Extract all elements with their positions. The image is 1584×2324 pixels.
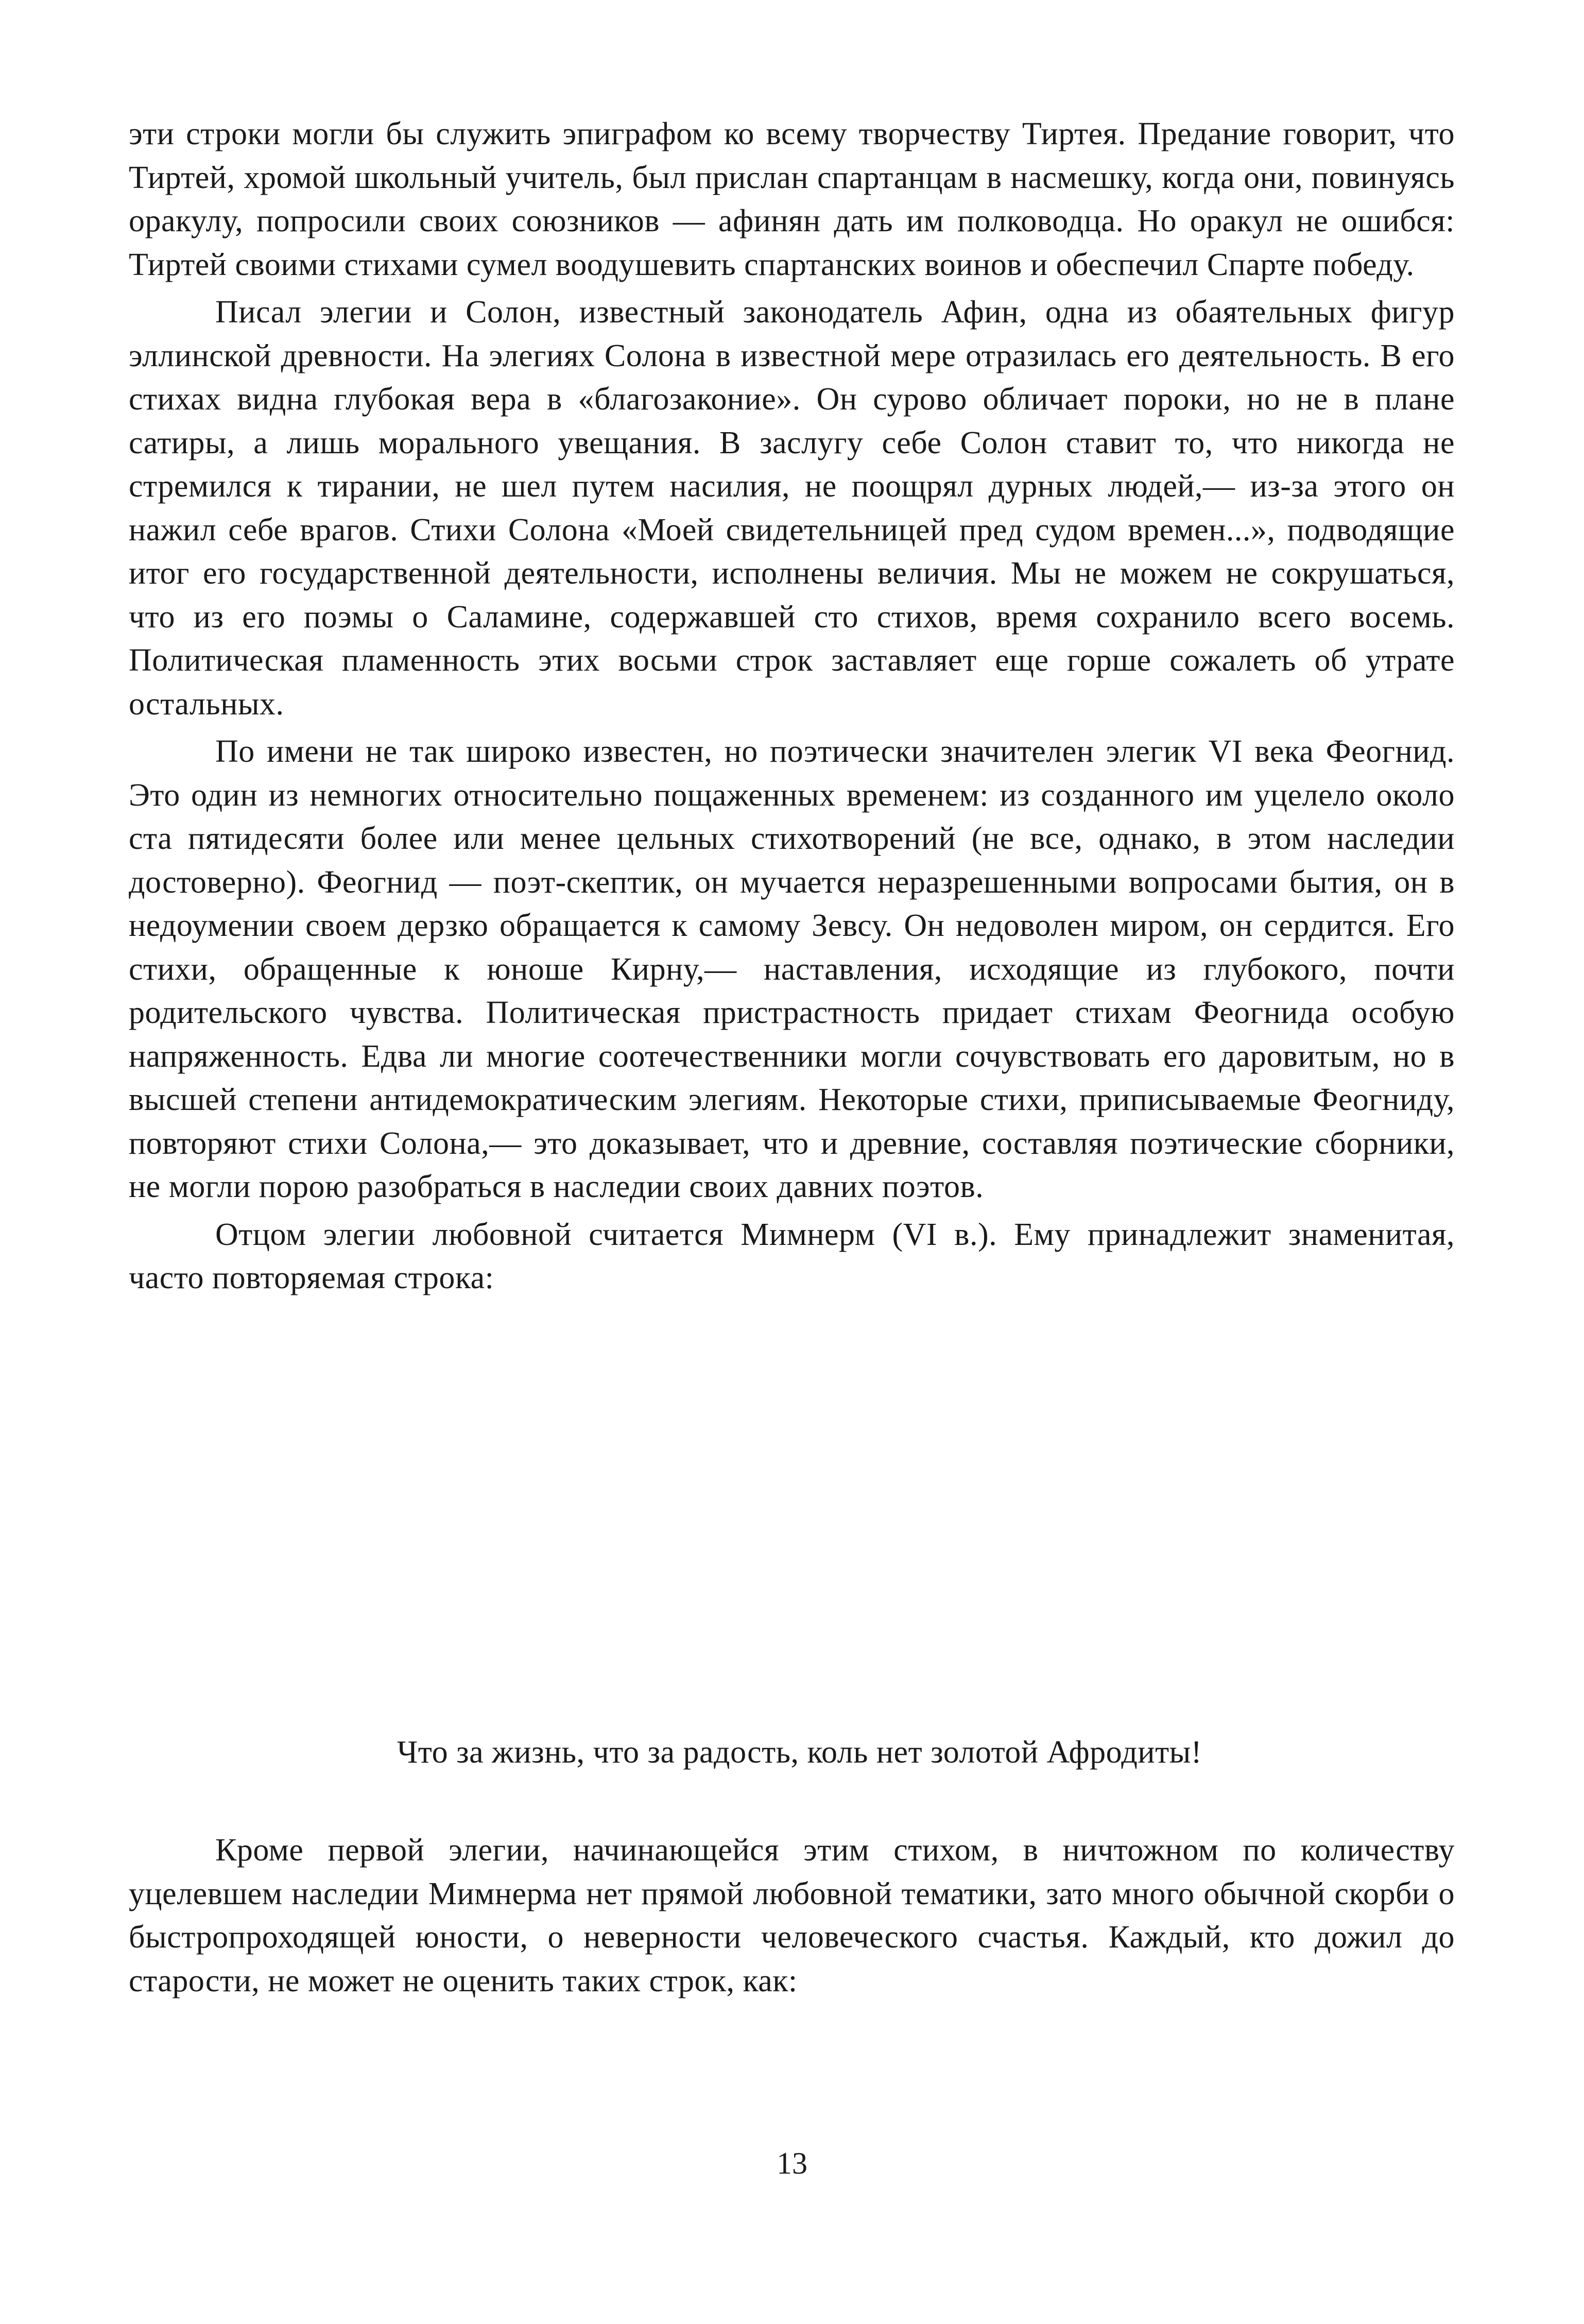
closing-text [129,1829,1455,2003]
paragraph-theognis: По имени не так широко известен, но поэтически значителен элегик VI века Феогнид. Это один из немногих относительно пощаженных временем: из созданного им уцелело около ста пятидесяти более или менее цельных стихотворений (не все, однако, в этом наследии достоверно). Феогнид — поэт-скептик, он мучается неразрешенными вопросами бытия, он в недоумении своем дерзко обращается к самому Зевсу. Он недоволен миром, он сердится. Его стихи, обращенные к юноше Кирну,— наставления, исходящие из глубокого, почти родительского чувства. Политическая пристрастность придает стихам Феогнида особую напряженность. Едва ли многие соотечественники могли сочувствовать его даровитым, но в высшей степени антидемократическим элегиям. Некоторые стихи, приписываемые Феогниду, повторяют стихи Солона,— это доказывает, что и древние, составляя поэтические сборники, не могли порою разобраться в наследии своих давних поэтов. [129,734,1455,1204]
paragraph-closing: Кроме первой элегии, начинающейся этим стихом, в ничтожном по количеству уцелевшем наследии Мимнерма нет прямой любовной тематики, зато много обычной скорби о быстропроходящей юности, о неверности человеческого счастья. Каждый, кто дожил до старости, не может не оценить таких строк, как: [129,1833,1455,1998]
verse-quote: Что за жизнь, что за радость, коль нет золотой Афродиты! [397,1735,1202,1770]
paragraph-mimnermus: Отцом элегии любовной считается Мимнерм (VI в.). Ему принадлежит знаменитая, часто повторяемая строка: [129,1217,1455,1295]
main-text [129,112,1455,1300]
paragraph-tyrtaeus: эти строки могли бы служить эпиграфом ко всему творчеству Тиртея. Предание говорит, что Тиртей, хромой школьный учитель, был прислан спартанцам в насмешку, когда они, повинуясь оракулу, попросили своих союзников — афинян дать им полководца. Но оракул не ошибся: Тиртей своими стихами сумел воодушевить спартанских воинов и обеспечил Спарте победу. [129,116,1455,282]
paragraph-solon: Писал элегии и Солон, известный законодатель Афин, одна из обаятельных фигур эллинской древности. На элегиях Солона в известной мере отразилась его деятельность. В его стихах видна глубокая вера в «благозаконие». Он сурово обличает пороки, но не в плане сатиры, а лишь морального увещания. В заслугу себе Солон ставит то, что никогда не стремился к тирании, не шел путем насилия, не поощрял дурных людей,— из-за этого он нажил себе врагов. Стихи Солона «Моей свидетельницей пред судом времен...», подводящие итог его государственной деятельности, исполнены величия. Мы не можем не сокрушаться, что из его поэмы о Саламине, содержавшей сто стихов, время сохранило всего восемь. Политическая пламенность этих восьми строк заставляет еще горше сожалеть об утрате остальных. [129,295,1455,722]
page-number: 13 [777,2146,807,2180]
